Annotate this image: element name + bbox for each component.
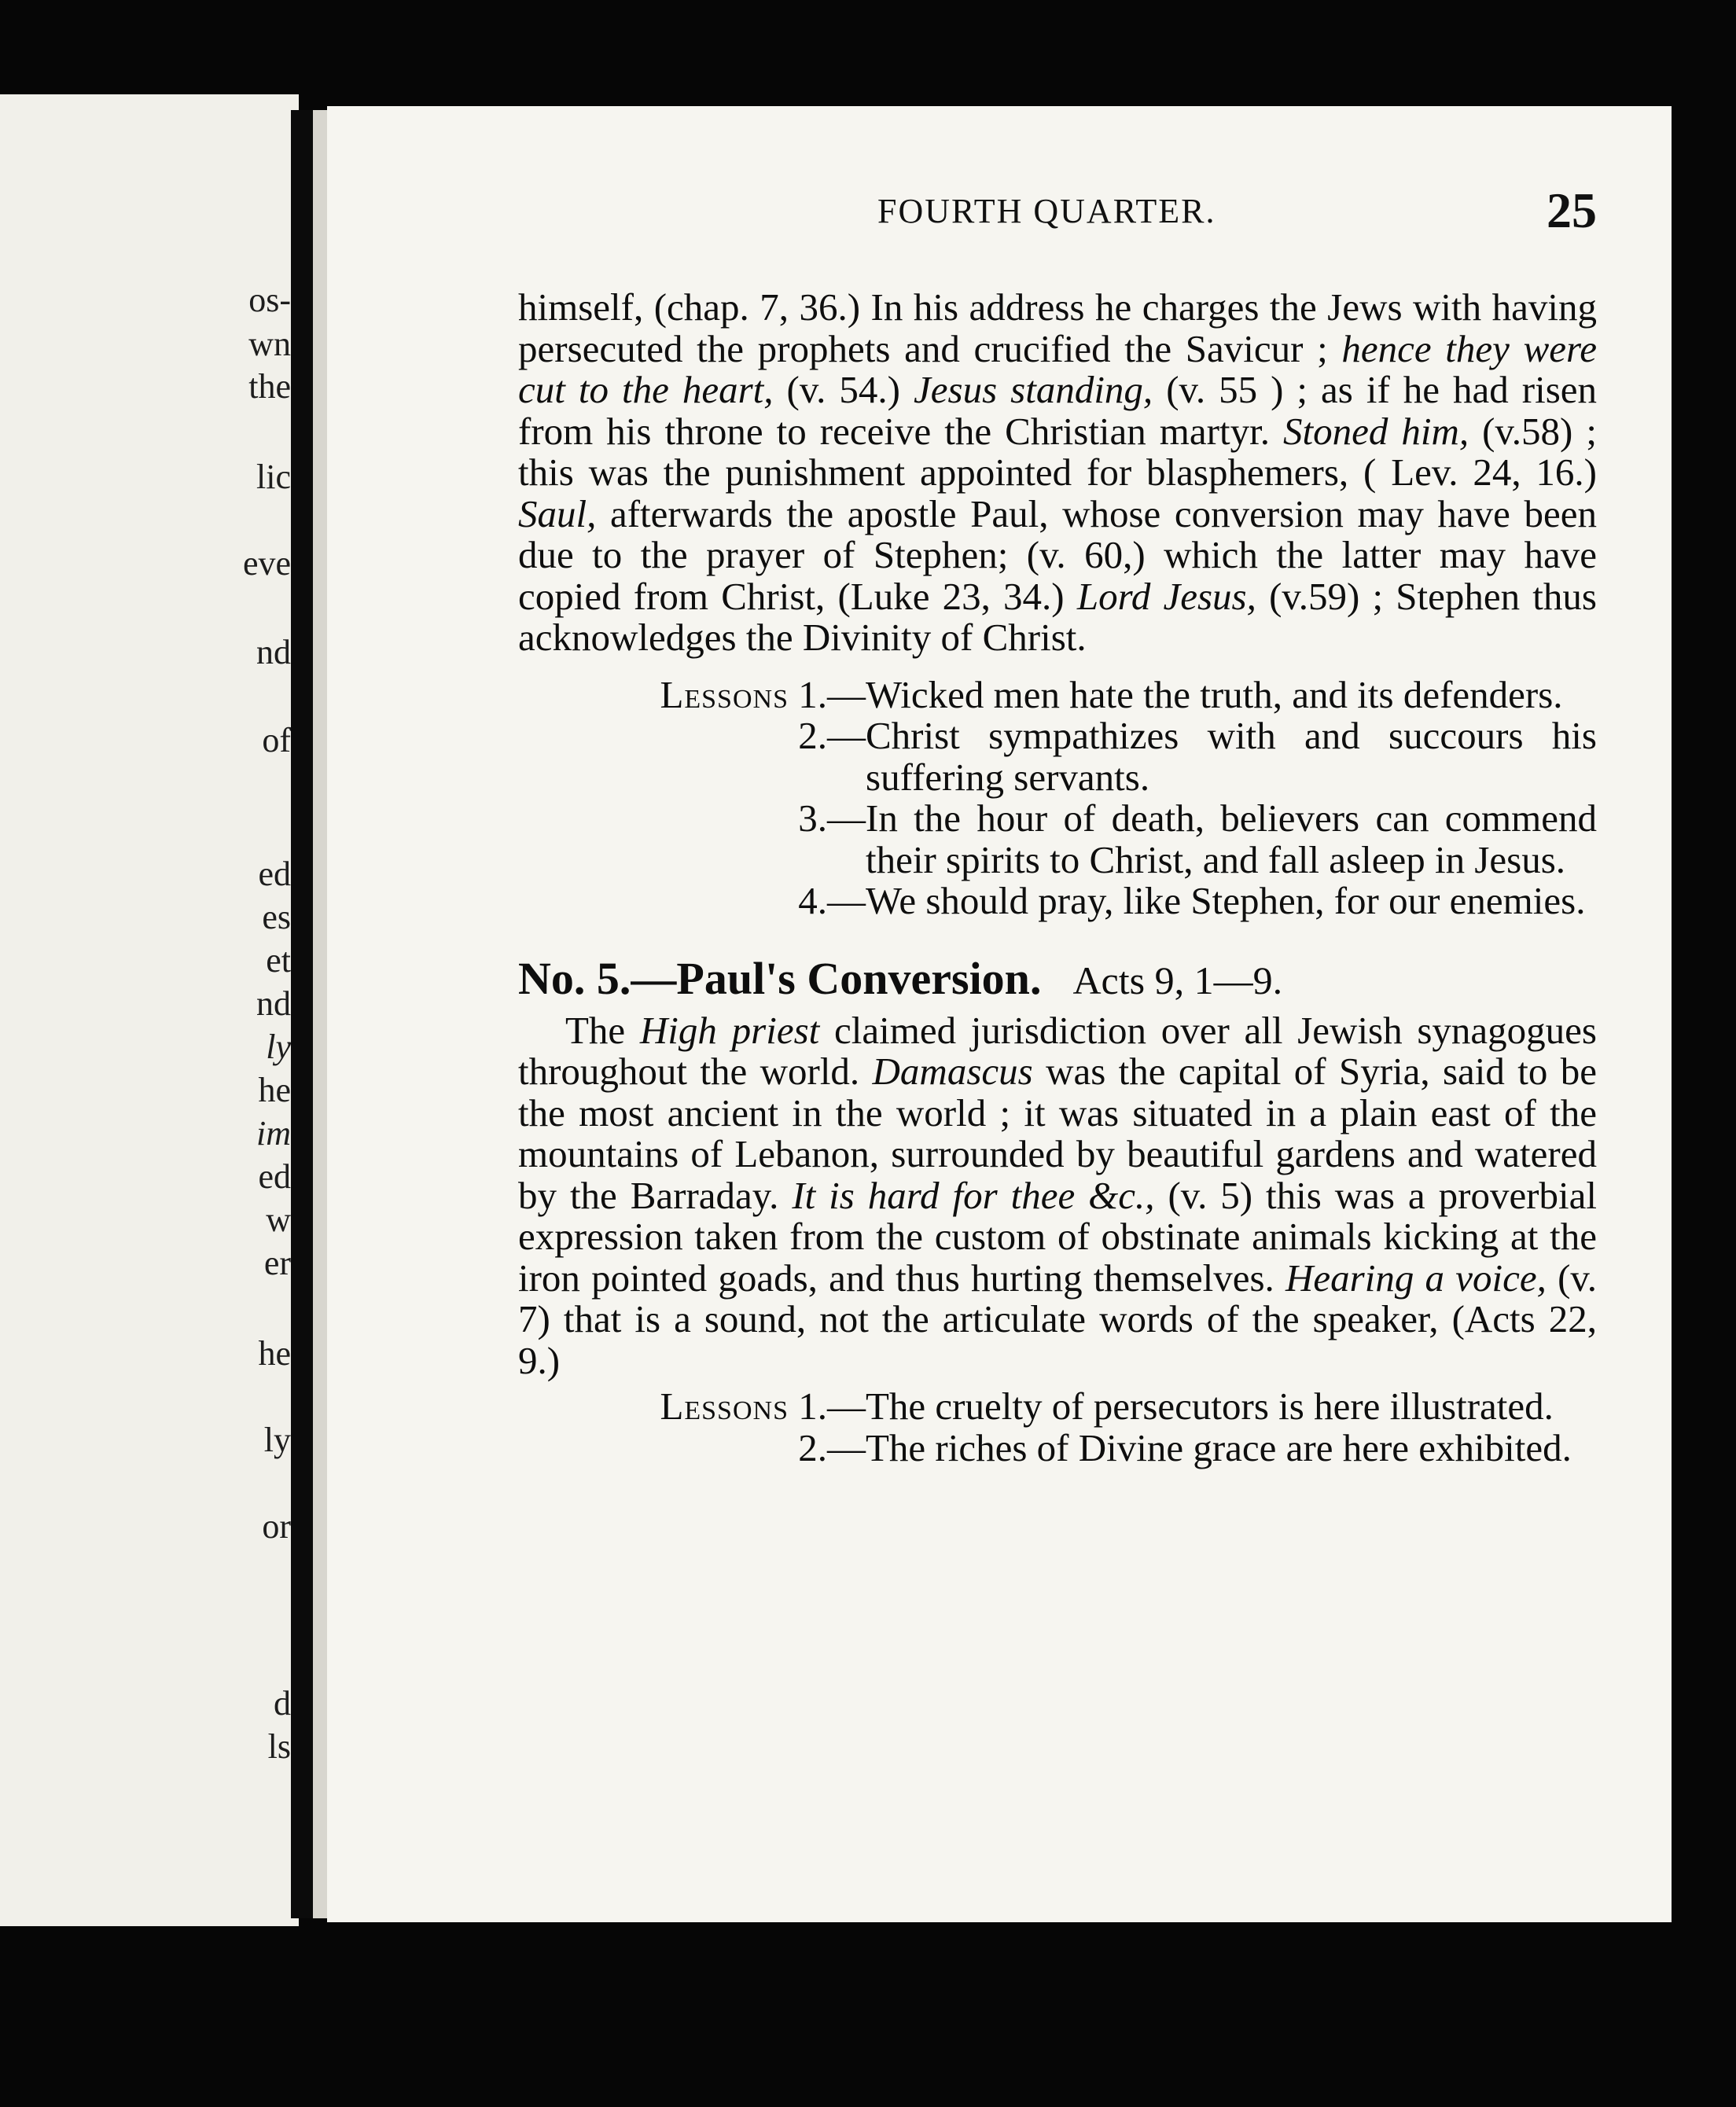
lesson-item: [518, 881, 1597, 922]
lesson-text: Wicked men hate the truth, and its defenders.: [866, 672, 1563, 716]
left-page-line: ed: [258, 855, 291, 893]
italic-phrase: Stoned him,: [1283, 409, 1469, 453]
lessons-word: Lessons: [660, 672, 789, 716]
text-run: (v. 5) this was a proverbial expression taken from the custom of obstinate animals kicking at the iron pointed goads, and thus hurting themselves.: [518, 1173, 1597, 1300]
italic-phrase: Lord Jesus,: [1076, 574, 1256, 618]
text-run: afterwards the apostle Paul, whose conversion may have been due to the prayer of Stephen; (v. 60,) which the latter may have copied from Christ, (Luke 23, 34.): [518, 491, 1597, 618]
text-run: The: [565, 1008, 640, 1052]
text-run: (v. 55 ) ; as if he had risen from his throne to receive the Christian martyr.: [518, 368, 1598, 453]
left-page-line: ly: [266, 1028, 291, 1066]
left-page-line: os-: [248, 281, 291, 319]
text-run: was the capital of Syria, said to be the most ancient in the world ; it was situated in a plain east of the mountains of Lebanon, surrounded by beautiful gardens and watered by the Barraday.: [518, 1050, 1597, 1217]
left-page-line: he: [258, 1334, 291, 1373]
left-page-line: wn: [248, 325, 291, 363]
left-page-line: or: [262, 1507, 291, 1546]
lesson-number: 2.—: [798, 1425, 866, 1469]
italic-phrase: hence they were cut to the heart,: [518, 326, 1597, 411]
left-page-line: et: [266, 941, 291, 980]
left-page-line: er: [263, 1244, 291, 1282]
left-page-line: d: [274, 1684, 291, 1723]
left-page-line: eve: [242, 544, 291, 583]
left-page-line: nd: [256, 633, 291, 671]
text-run: (v.59) ; Stephen thus acknowledges the Divinity of Christ.: [518, 574, 1597, 659]
left-page-line: es: [262, 898, 291, 936]
lesson-text: We should pray, like Stephen, for our enemies.: [866, 879, 1586, 922]
text-run: (v.58) ; this was the punishment appointed for blasphemers, ( Lev. 24, 16.): [518, 409, 1597, 494]
lesson-number: 4.—: [798, 879, 866, 922]
left-page-line: he: [258, 1071, 291, 1109]
lesson-item: [518, 715, 1597, 798]
lesson-text: The riches of Divine grace are here exhibited.: [866, 1425, 1572, 1469]
lesson-item: [518, 1425, 1597, 1469]
lesson-text: In the hour of death, believers can commend their spirits to Christ, and fall asleep in Jesus.: [866, 796, 1597, 881]
italic-phrase: Hearing a voice,: [1285, 1256, 1547, 1300]
page-header: [877, 182, 1597, 246]
section-heading: [518, 954, 1597, 1006]
lesson-number: 1.—: [798, 1384, 866, 1428]
commentary-paragraph: [518, 287, 1597, 659]
left-page-line: lic: [256, 458, 291, 496]
left-page-line: of: [262, 721, 291, 759]
page-body: [518, 287, 1597, 1469]
commentary-paragraph: [518, 1010, 1597, 1382]
lesson-item: [518, 1386, 1597, 1428]
lessons-word: Lessons: [660, 1384, 789, 1428]
lesson-item: [518, 672, 1597, 716]
page-number: 25: [1547, 182, 1597, 238]
lesson-text: The cruelty of persecutors is here illustrated.: [866, 1384, 1554, 1428]
text-run: (v. 54.): [773, 368, 914, 411]
lessons-list: [518, 1386, 1597, 1469]
lesson-label: [518, 1386, 866, 1428]
left-page-line: ls: [267, 1727, 291, 1766]
italic-phrase: It is hard for thee &c.,: [792, 1173, 1155, 1217]
lesson-label: [518, 672, 866, 716]
lesson-number: 3.—: [798, 796, 866, 840]
italic-phrase: Saul,: [518, 491, 597, 535]
lesson-text: Christ sympathizes with and succours his suffering servants.: [866, 714, 1597, 799]
running-head: FOURTH QUARTER.: [877, 192, 1216, 230]
text-run: (v. 7) that is a sound, not the articulate words of the speaker, (Acts 22, 9.): [518, 1256, 1597, 1382]
italic-phrase: High priest: [639, 1008, 820, 1052]
left-page-line: the: [248, 367, 291, 406]
lessons-list: [518, 672, 1597, 922]
book-gutter: [291, 110, 314, 1918]
left-page-line: w: [266, 1201, 291, 1239]
left-page-line: im: [256, 1114, 291, 1153]
heading-title: No. 5.—Paul's Conversion.: [518, 952, 1042, 1004]
left-page-line: nd: [256, 984, 291, 1023]
italic-phrase: Jesus standing,: [914, 368, 1153, 411]
lesson-number: 1.—: [798, 672, 866, 716]
lesson-number: 2.—: [798, 714, 866, 757]
text-run: himself, (chap. 7, 36.) In his address he charges the Jews with having persecuted the prophets and crucified the Savicur ;: [518, 285, 1597, 370]
text-run: claimed jurisdiction over all Jewish synagogues throughout the world.: [518, 1008, 1597, 1093]
lesson-item: [518, 798, 1597, 881]
scripture-reference: Acts 9, 1—9.: [1072, 958, 1283, 1002]
left-page-fragment: [0, 94, 299, 1926]
left-page-line: ed: [258, 1157, 291, 1196]
left-page-line: ly: [263, 1421, 291, 1459]
italic-phrase: Damascus: [872, 1050, 1033, 1093]
